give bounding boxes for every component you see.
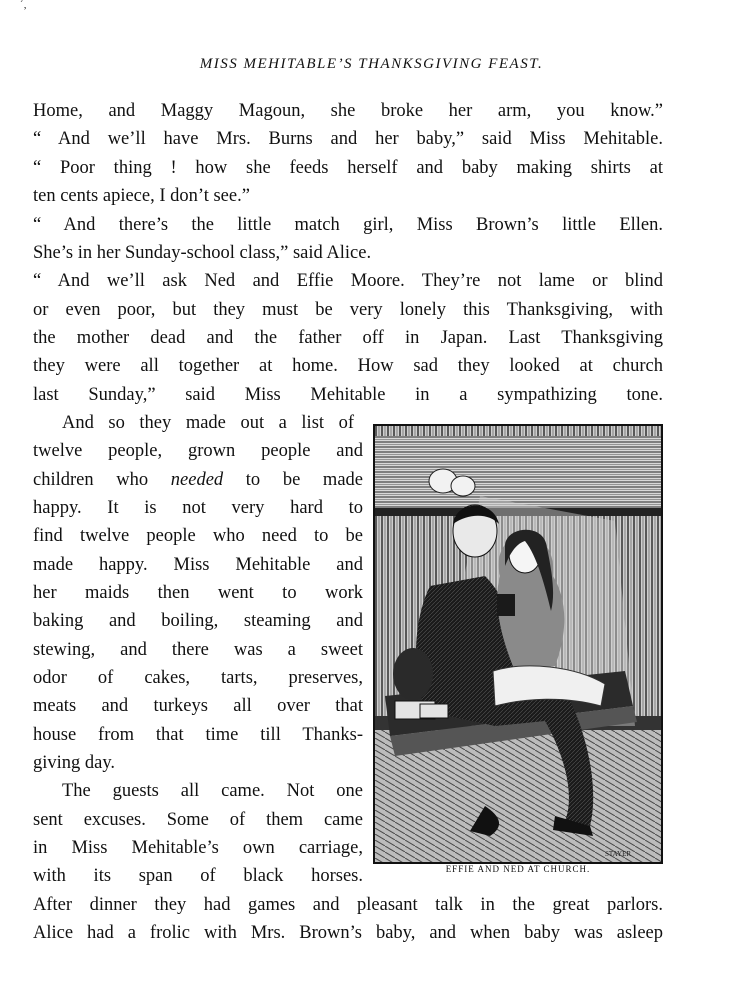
text-line: the mother dead and the father off in Japan. Last Thanksgiving: [33, 328, 663, 348]
text-line: ten cents apiece, I don’t see.”: [33, 186, 250, 206]
text-line: sent excuses. Some of them came: [33, 810, 363, 830]
text-line: house from that time till Thanks-: [33, 725, 363, 745]
engraver-signature: STAYER: [605, 850, 632, 858]
illustration-caption: EFFIE AND NED AT CHURCH.: [445, 864, 591, 874]
line-part: to be made: [223, 470, 363, 490]
text-line: “ And we’ll ask Ned and Effie Moore. They’re not lame or blind: [33, 271, 663, 291]
text-line: “ And we’ll have Mrs. Burns and her baby,” said Miss Mehitable.: [33, 129, 663, 149]
illustration-effie-and-ned: [373, 424, 663, 864]
text-line: happy. It is not very hard to: [33, 498, 363, 518]
emphasis-needed: needed: [170, 470, 224, 490]
text-line: Home, and Maggy Magoun, she broke her arm, you know.”: [33, 101, 663, 121]
text-line: “ And there’s the little match girl, Miss Brown’s little Ellen.: [33, 215, 663, 235]
text-line: twelve people, grown people and: [33, 441, 363, 461]
text-line: find twelve people who need to be: [33, 526, 363, 546]
running-head: MISS MEHITABLE’S THANKSGIVING FEAST.: [199, 56, 544, 72]
text-line: odor of cakes, tarts, preserves,: [33, 668, 363, 688]
text-line: they were all together at home. How sad they looked at church: [33, 356, 663, 376]
text-line: [33, 467, 363, 493]
text-line: last Sunday,” said Miss Mehitable in a sympathizing tone.: [33, 385, 663, 405]
text-line: or even poor, but they must be very lonely this Thanksgiving, with: [33, 300, 663, 320]
text-line: And so they made out a list of: [62, 413, 354, 433]
text-line: After dinner they had games and pleasant talk in the great parlors.: [33, 895, 663, 915]
text-line: in Miss Mehitable’s own carriage,: [33, 838, 363, 858]
text-line: Alice had a frolic with Mrs. Brown’s baby, and when baby was asleep: [33, 923, 663, 943]
text-line: giving day.: [33, 753, 116, 773]
text-line: stewing, and there was a sweet: [33, 640, 363, 660]
text-line: The guests all came. Not one: [62, 781, 363, 801]
text-line: with its span of black horses.: [33, 866, 363, 886]
page-speck: ˊ‚: [20, 0, 27, 11]
text-line: meats and turkeys all over that: [33, 696, 363, 716]
text-line: baking and boiling, steaming and: [33, 611, 363, 631]
text-line: She’s in her Sunday-school class,” said Alice.: [33, 243, 372, 263]
text-line: “ Poor thing ! how she feeds herself and baby making shirts at: [33, 158, 663, 178]
text-line: her maids then went to work: [33, 583, 363, 603]
text-line: made happy. Miss Mehitable and: [33, 555, 363, 575]
engraving-image: [375, 426, 661, 862]
line-part: children who: [33, 470, 171, 490]
